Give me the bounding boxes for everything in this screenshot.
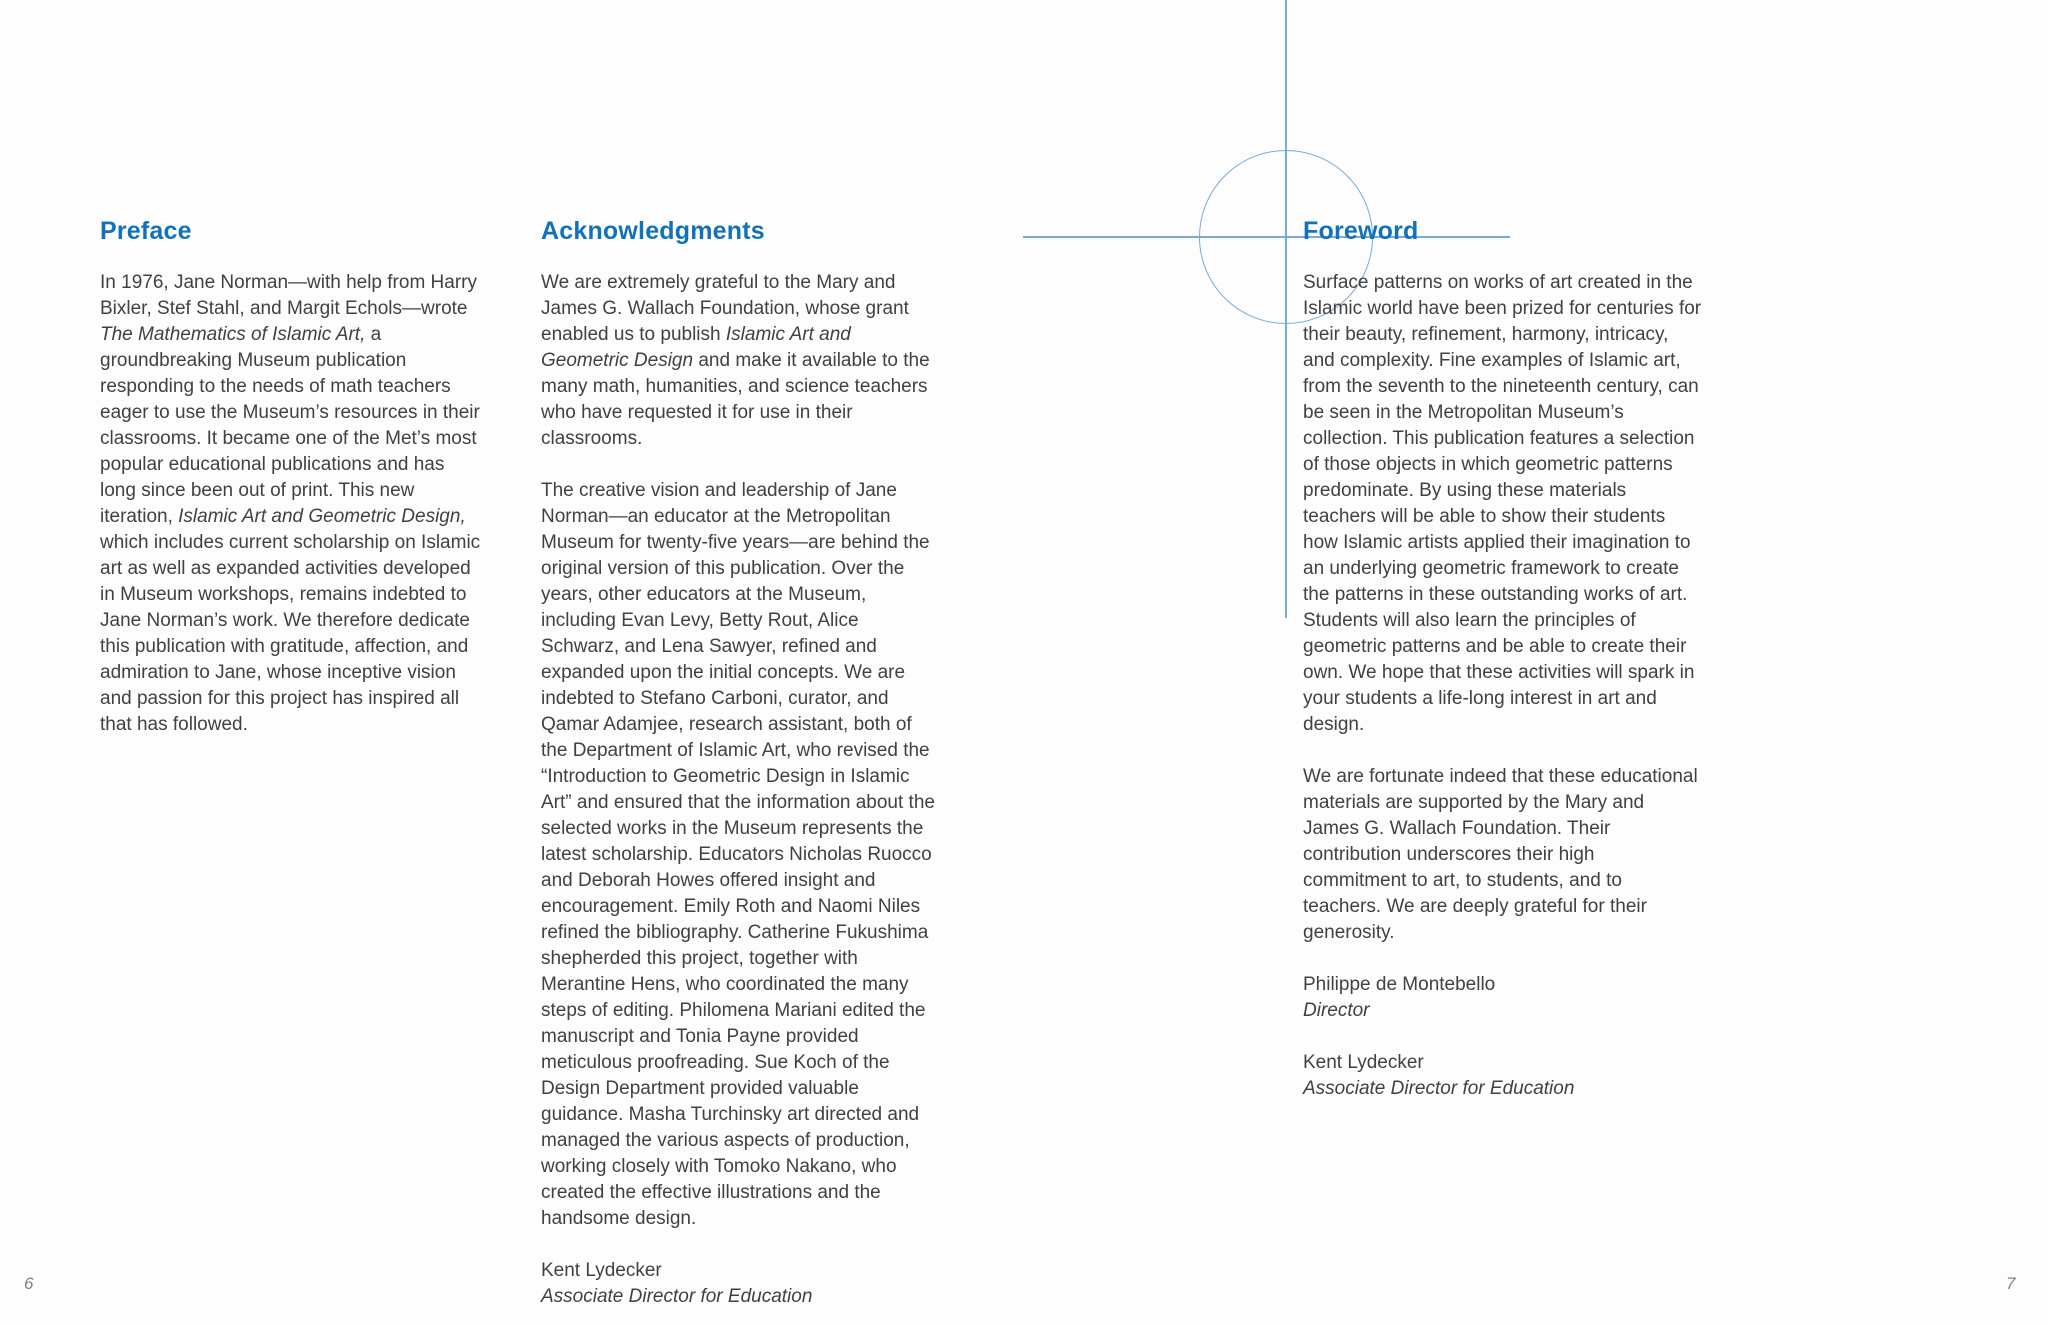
foreword-column — [1303, 218, 1703, 1102]
right-page-number: 7 — [2006, 1274, 2016, 1293]
foreword-heading: Foreword — [1303, 217, 1419, 245]
signature-name: Philippe de Montebello — [1303, 974, 1496, 995]
acknowledgments-column — [541, 218, 937, 1310]
paragraph: The creative vision and leadership of Jane Norman—an educator at the Metropolitan Museum for twenty-five years—are behind the original version of this publication. Over the years, other educators at the Museum, including Evan Levy, Betty Rout, Alice Schwarz, and Lena Sawyer, refined and expanded upon the initial concepts. We are indebted to Stefano Carboni, curator, and Qamar Adamjee, research assistant, both of the Department of Islamic Art, who revised the “Introduction to Geometric Design in Islamic Art” and ensured that the information about the selected works in the Museum represents the latest scholarship. Educators Nicholas Ruocco and Deborah Howes offered insight and encouragement. Emily Roth and Naomi Niles refined the bibliography. Catherine Fukushima shepherded this project, together with Merantine Hens, who coordinated the many steps of editing. Philomena Mariani edited the manuscript and Tonia Payne provided meticulous proofreading. Sue Koch of the Design Department provided valuable guidance. Masha Turchinsky art directed and managed the various aspects of production, working closely with Tomoko Nakano, who created the effective illustrations and the handsome design. — [541, 480, 935, 1229]
signature-title: Associate Director for Education — [1303, 1078, 1575, 1099]
acknowledgments-heading: Acknowledgments — [541, 217, 765, 245]
left-page-number: 6 — [24, 1274, 34, 1293]
preface-column — [100, 218, 484, 738]
acknowledgments-body — [541, 270, 937, 1232]
paragraph: We are fortunate indeed that these educational materials are supported by the Mary and James G. Wallach Foundation. Their contribution underscores their high commitment to art, to students, and to teachers. We are deeply grateful for their generosity. — [1303, 766, 1698, 943]
signature-name: Kent Lydecker — [1303, 1052, 1424, 1073]
signature-title: Director — [1303, 1000, 1370, 1021]
signature-block — [541, 1258, 937, 1310]
signature-block — [1303, 972, 1703, 1024]
signature-block — [1303, 1050, 1703, 1102]
foreword-body — [1303, 270, 1703, 946]
preface-heading: Preface — [100, 217, 192, 245]
paragraph: In 1976, Jane Norman—with help from Harry Bixler, Stef Stahl, and Margit Echols—wrote The Mathematics of Islamic Art, a groundbreaking Museum publication responding to the needs of math teachers eager to use the Museum’s resources in their classrooms. It became one of the Met’s most popular educational publications and has long since been out of print. This new iteration, Islamic Art and Geometric Design, which includes current scholarship on Islamic art as well as expanded activities developed in Museum workshops, remains indebted to Jane Norman’s work. We therefore dedicate this publication with gratitude, affection, and admiration to Jane, whose inceptive vision and passion for this project has inspired all that has followed. — [100, 272, 481, 735]
preface-body — [100, 270, 484, 738]
acknowledgments-signatures — [541, 1258, 937, 1310]
paragraph: Surface patterns on works of art created in the Islamic world have been prized for centuries for their beauty, refinement, harmony, intricacy, and complexity. Fine examples of Islamic art, from the seventh to the nineteenth century, can be seen in the Metropolitan Museum’s collection. This publication features a selection of those objects in which geometric patterns predominate. By using these materials teachers will be able to show their students how Islamic artists applied their imagination to an underlying geometric framework to create the patterns in these outstanding works of art. Students will also learn the principles of geometric patterns and be able to create their own. We hope that these activities will spark in your students a life-long interest in art and design. — [1303, 272, 1702, 735]
signature-name: Kent Lydecker — [541, 1260, 662, 1281]
foreword-signatures — [1303, 972, 1703, 1102]
paragraph: We are extremely grateful to the Mary and James G. Wallach Foundation, whose grant enabled us to publish Islamic Art and Geometric Design and make it available to the many math, humanities, and science teachers who have requested it for use in their classrooms. — [541, 272, 930, 449]
signature-title: Associate Director for Education — [541, 1286, 813, 1307]
